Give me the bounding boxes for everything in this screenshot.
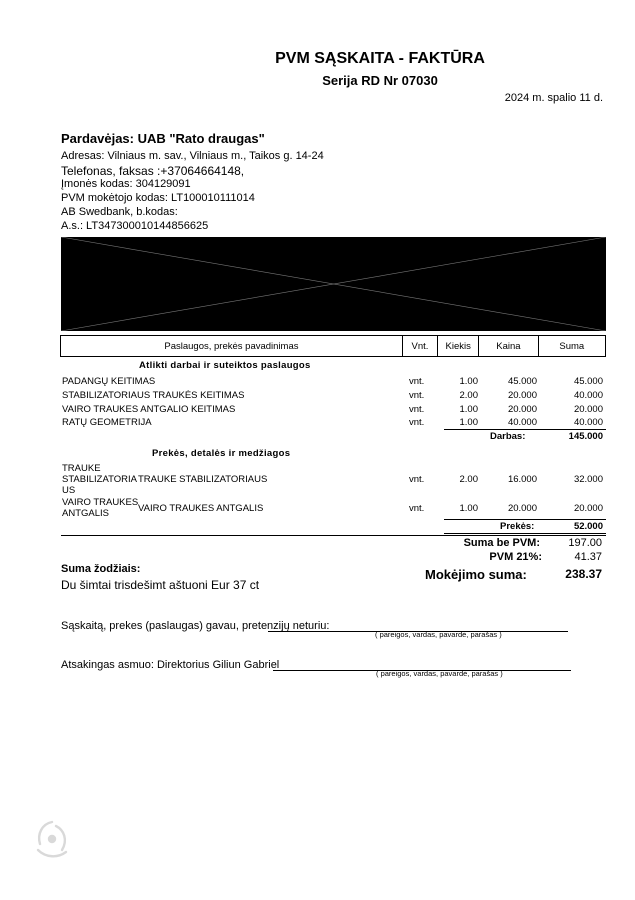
item-qty: 1.00	[459, 404, 478, 415]
vat-label: PVM 21%:	[489, 551, 542, 563]
item-qty: 2.00	[459, 390, 478, 401]
goods-subtotal-label: Prekės:	[500, 521, 535, 532]
amount-in-words: Du šimtai trisdešimt aštuoni Eur 37 ct	[61, 578, 260, 592]
invoice-title: PVM SĄSKAITA - FAKTŪRA	[275, 50, 485, 67]
services-subtotal-label: Darbas:	[490, 431, 526, 442]
item-sum: 32.000	[573, 474, 603, 485]
payment-total-label: Mokėjimo suma:	[425, 567, 527, 582]
item-price: 20.000	[507, 390, 537, 401]
item-price: 20.000	[507, 503, 537, 514]
seller-account: A.s.: LT347300010144856625	[61, 220, 209, 232]
item-name: VAIRO TRAUKES ANTGALIS	[138, 503, 264, 514]
item-price: 20.000	[507, 404, 537, 415]
table-row	[62, 463, 606, 499]
col-header-sum: Suma	[538, 336, 605, 357]
item-unit: vnt.	[409, 417, 425, 428]
item-qty: 1.00	[459, 376, 478, 387]
received-signature-caption: ( pareigos, vardas, pavardė, parašas )	[375, 630, 502, 639]
invoice-date: 2024 m. spalio 11 d.	[504, 92, 603, 104]
item-price: 40.000	[507, 417, 537, 428]
col-header-unit: Vnt.	[402, 336, 437, 357]
responsible-person: Atsakingas asmuo: Direktorius Giliun Gabriel	[61, 659, 280, 671]
item-name: PADANGŲ KEITIMAS	[62, 376, 156, 387]
item-unit: vnt.	[409, 474, 425, 485]
payment-total-value: 238.37	[565, 567, 602, 581]
table-row	[62, 376, 606, 389]
responsible-signature-caption: ( pareigos, vardas, pavardė, parašas )	[376, 669, 503, 678]
seller-phone: Telefonas, faksas :+37064664148,	[61, 164, 245, 178]
services-subtotal-value: 145.000	[568, 431, 603, 442]
subtotal-divider	[444, 519, 606, 520]
table-row	[62, 390, 606, 403]
table-row	[62, 497, 606, 521]
col-header-price: Kaina	[479, 336, 538, 357]
subtotal-underline	[444, 533, 606, 534]
net-total-label: Suma be PVM:	[463, 537, 540, 549]
item-sum: 20.000	[573, 503, 603, 514]
goods-subtotal-value: 52.000	[573, 521, 603, 532]
item-qty: 1.00	[459, 503, 478, 514]
table-row	[62, 404, 606, 417]
redaction-cross-icon	[61, 237, 606, 331]
item-unit: vnt.	[409, 503, 425, 514]
item-qty: 2.00	[459, 474, 478, 485]
items-table-header	[60, 335, 606, 357]
item-sum: 40.000	[573, 390, 603, 401]
item-name: RATŲ GEOMETRIJA	[62, 417, 152, 428]
item-unit: vnt.	[409, 404, 425, 415]
seller-vat-code: PVM mokėtojo kodas: LT100010111014	[61, 192, 255, 204]
seller-title: Pardavėjas: UAB "Rato draugas"	[61, 131, 265, 146]
received-statement: Sąskaitą, prekes (paslaugas) gavau, pretenzijų neturiu:	[61, 620, 330, 632]
item-sum: 20.000	[573, 404, 603, 415]
amount-in-words-label: Suma žodžiais:	[61, 563, 141, 575]
watermark-logo-icon	[32, 818, 72, 860]
seller-bank: AB Swedbank, b.kodas:	[61, 206, 178, 218]
section-goods-title: Prekės, detalės ir medžiagos	[152, 448, 291, 459]
item-unit: vnt.	[409, 390, 425, 401]
redacted-buyer-block	[61, 237, 606, 331]
item-code-line: STABILIZATORIA	[62, 474, 137, 485]
item-code-line: TRAUKE	[62, 463, 101, 474]
vat-value: 41.37	[574, 551, 602, 563]
net-total-value: 197.00	[568, 537, 602, 549]
col-header-qty: Kiekis	[438, 336, 479, 357]
col-header-name: Paslaugos, prekės pavadinimas	[61, 336, 403, 357]
item-sum: 45.000	[573, 376, 603, 387]
item-code-line: ANTGALIS	[62, 508, 109, 519]
item-qty: 1.00	[459, 417, 478, 428]
invoice-series: Serija RD Nr 07030	[322, 73, 438, 88]
item-unit: vnt.	[409, 376, 425, 387]
item-name: TRAUKE STABILIZATORIAUS	[138, 474, 268, 485]
item-sum: 40.000	[573, 417, 603, 428]
item-name: VAIRO TRAUKES ANTGALIO KEITIMAS	[62, 404, 236, 415]
section-services-title: Atlikti darbai ir suteiktos paslaugos	[139, 360, 311, 371]
item-code-line: VAIRO TRAUKES	[62, 497, 139, 508]
seller-address: Adresas: Vilniaus m. sav., Vilniaus m., Taikos g. 14-24	[61, 150, 324, 162]
item-code-line: US	[62, 485, 76, 496]
table-bottom-line	[61, 535, 606, 536]
item-price: 45.000	[507, 376, 537, 387]
seller-company-code: Įmonės kodas: 304129091	[61, 178, 191, 190]
item-name: STABILIZATORIAUS TRAUKĖS KEITIMAS	[62, 390, 245, 401]
subtotal-divider	[444, 429, 606, 430]
item-price: 16.000	[507, 474, 537, 485]
